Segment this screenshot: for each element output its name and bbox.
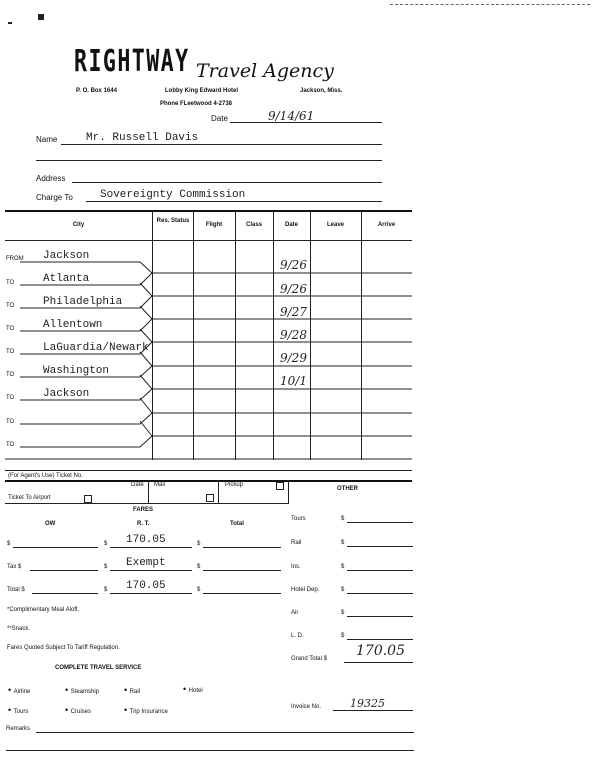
invoice-line: [333, 710, 413, 711]
other-item-ins: Ins.: [291, 564, 301, 570]
pickup-right-divider: [288, 481, 289, 503]
service-trip-insurance: • Trip Insurance: [124, 705, 168, 715]
pickup-divider: [218, 481, 219, 503]
service-tours: • Tours: [8, 705, 29, 715]
invoice-value: 19325: [350, 697, 385, 710]
rt-dollar: $: [104, 541, 108, 547]
row-city: Philadelphia: [43, 296, 123, 308]
other-title: OTHER: [337, 486, 358, 492]
row-prefix-to: TO: [6, 372, 15, 378]
other-item-hotel-dep: Hotel Dep.: [291, 587, 320, 593]
ticket-date-label: Date: [131, 482, 144, 488]
remarks-line-2: [6, 750, 414, 751]
grand-total-line: [344, 662, 413, 663]
header-class: Class: [245, 222, 262, 228]
other-dollar: $: [341, 540, 345, 546]
row-city: Jackson: [43, 250, 90, 262]
header-res-status: Res. Status: [156, 218, 190, 224]
other-ld-line: [347, 639, 413, 640]
other-tours-line: [347, 522, 413, 523]
address-label: Address: [36, 174, 66, 183]
tax-ow-line: [30, 570, 98, 571]
other-dollar: $: [341, 610, 345, 616]
remarks-label: Remarks: [6, 726, 31, 732]
fares-total-header: Total: [230, 521, 244, 527]
header-date: Date: [284, 222, 298, 228]
pickup-checkbox[interactable]: [276, 482, 284, 490]
other-item-rail: Rail: [291, 540, 302, 546]
total-rt-line: [110, 593, 192, 594]
header-city: City: [72, 222, 85, 228]
date-label: Date: [211, 114, 228, 123]
airport-label: Ticket To Airport: [8, 495, 51, 501]
city-state: Jackson, Miss.: [300, 88, 343, 94]
ow-dollar: $: [7, 541, 11, 547]
row-date: 9/28: [280, 328, 307, 342]
row-date: 9/26: [280, 282, 307, 296]
row-prefix-to: TO: [6, 326, 15, 332]
phone-number: Phone FLeetwood 4-2738: [160, 101, 233, 107]
other-dollar: $: [341, 516, 345, 522]
mail-checkbox[interactable]: [206, 494, 214, 502]
fares-rt-header: R. T.: [137, 521, 150, 527]
tariff-note: Fares Quoted Subject To Tariff Regulation.: [7, 645, 120, 651]
service-rail: • Rail: [124, 685, 140, 695]
row-date: 9/27: [280, 305, 307, 319]
charge-value: Sovereignty Commission: [100, 189, 246, 201]
fares-title: FARES: [133, 507, 154, 513]
ow-line: [13, 547, 98, 548]
row-date: 9/26: [280, 258, 307, 272]
remarks-line: [36, 732, 414, 733]
total-total-line: [203, 593, 281, 594]
snack-note: **Snack.: [7, 626, 31, 632]
invoice-label: Invoice No.: [291, 704, 322, 710]
fares-ow-header: OW: [45, 521, 56, 527]
meal-note: *Complimentary Meal Aloft.: [7, 607, 80, 613]
row-prefix-to: TO: [6, 442, 15, 448]
row-prefix-to: TO: [6, 419, 15, 425]
other-ins-line: [347, 570, 413, 571]
ticket-pickup-label: Pickup: [225, 482, 244, 488]
name-value: Mr. Russell Davis: [86, 132, 199, 144]
other-item-tours: Tours: [291, 516, 306, 522]
tax-label: Tax $: [7, 564, 22, 570]
row-city: LaGuardia/Newark: [43, 342, 149, 354]
service-hotel: • Hotel: [183, 684, 203, 694]
rt-line: [110, 547, 192, 548]
total-line: [203, 547, 281, 548]
service-steamship: • Steamship: [65, 685, 100, 695]
ticket-bottom-line: [5, 503, 289, 504]
row-prefix-to: TO: [6, 395, 15, 401]
ticket-no-line: [5, 480, 412, 482]
other-item-ld: L. D.: [291, 633, 304, 639]
name-label: Name: [36, 135, 58, 144]
row-city: Atlanta: [43, 273, 90, 285]
tax-total-dollar: $: [197, 564, 201, 570]
service-title: COMPLETE TRAVEL SERVICE: [55, 665, 142, 671]
date-value: 9/14/61: [268, 109, 315, 123]
total-dollar: $: [197, 541, 201, 547]
hotel-address: Lobby King Edward Hotel: [165, 88, 238, 94]
row-prefix-to: TO: [6, 303, 15, 309]
header-flight: Flight: [205, 222, 223, 228]
service-cruises: • Cruises: [65, 705, 91, 715]
mail-divider: [148, 481, 149, 503]
row-city: Jackson: [43, 388, 90, 400]
row-prefix-to: TO: [6, 349, 15, 355]
total-fare-label: Total $: [7, 587, 25, 593]
ticket-mail-label: Mail: [154, 482, 166, 488]
header-arrive: Arrive: [377, 222, 396, 228]
total-rt-dollar: $: [104, 587, 108, 593]
other-dollar: $: [341, 587, 345, 593]
row-city: Allentown: [43, 319, 103, 331]
total-fare-value: 170.05: [126, 580, 166, 592]
other-dollar: $: [341, 564, 345, 570]
agency-logo: RIGHTWAY: [74, 44, 190, 79]
total-ow-line: [32, 593, 98, 594]
agent-ticket-label: (For Agent's Use) Ticket No.: [8, 473, 83, 479]
other-dollar: $: [341, 633, 345, 639]
grand-total-value: 170.05: [356, 643, 405, 659]
row-date: 10/1: [280, 374, 307, 388]
agency-subtitle: Travel Agency: [196, 60, 334, 82]
row-prefix-to: TO: [6, 280, 15, 286]
tax-total-line: [203, 570, 281, 571]
top-edge-line: [390, 4, 590, 5]
ticket-top-line: [5, 470, 412, 471]
grand-total-label: Grand Total $: [291, 656, 327, 662]
tax-rt-line: [110, 570, 192, 571]
row-city: Washington: [43, 365, 110, 377]
rt-fare-value: 170.05: [126, 534, 166, 546]
po-box: P. O. Box 1644: [76, 88, 117, 94]
charge-label: Charge To: [36, 193, 73, 202]
other-hotel-line: [347, 593, 413, 594]
total-total-dollar: $: [197, 587, 201, 593]
row-date: 9/29: [280, 351, 307, 365]
service-airline: • Airline: [8, 685, 31, 695]
tax-value: Exempt: [126, 557, 166, 569]
airport-checkbox[interactable]: [84, 495, 92, 503]
row-prefix-from: FROM: [6, 256, 24, 262]
header-leave: Leave: [326, 222, 344, 228]
other-air-line: [347, 616, 413, 617]
tax-rt-dollar: $: [104, 564, 108, 570]
other-rail-line: [347, 546, 413, 547]
other-item-air: Air: [291, 610, 299, 616]
